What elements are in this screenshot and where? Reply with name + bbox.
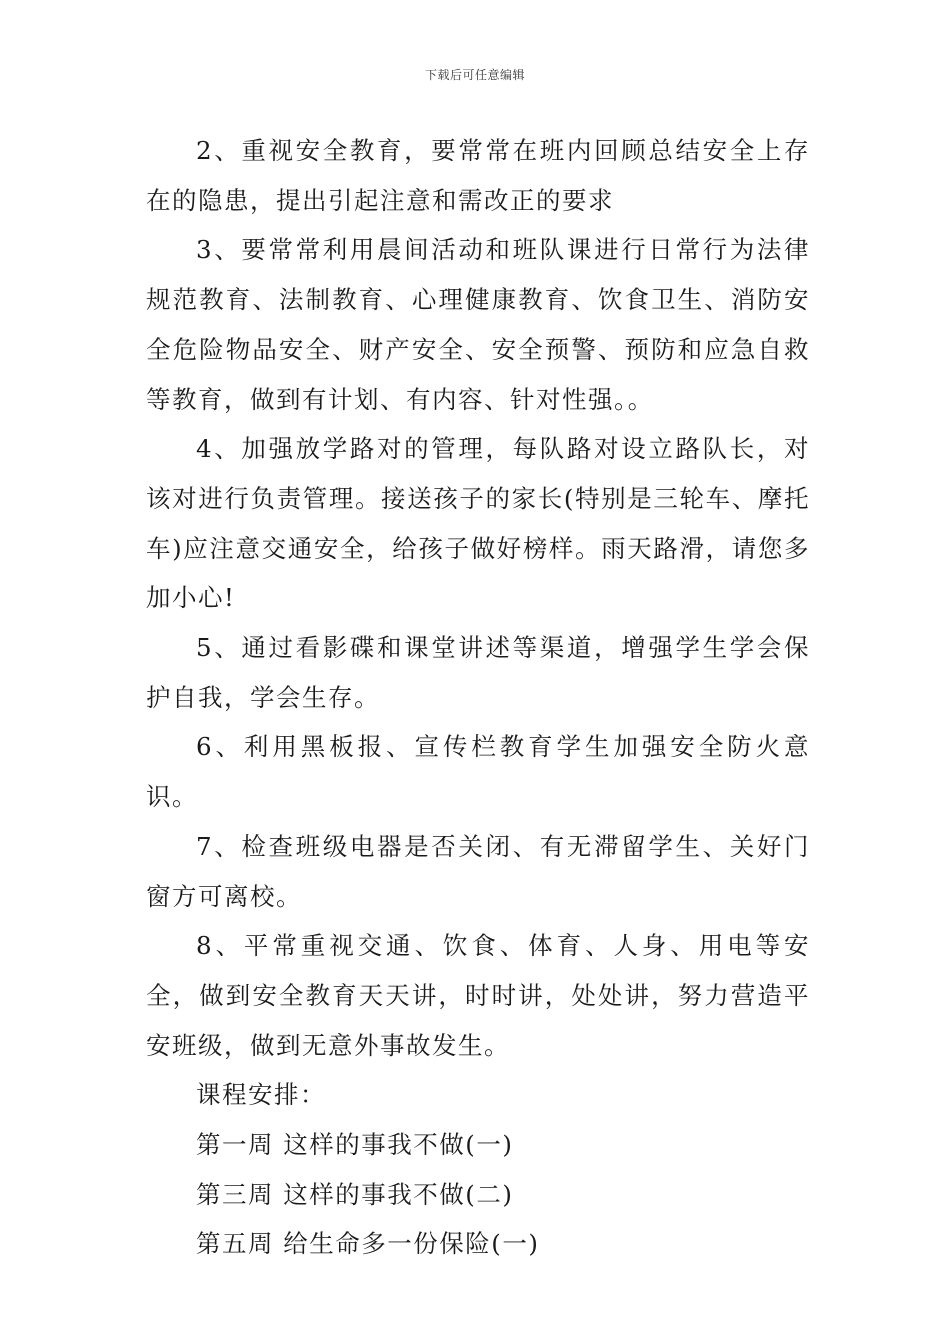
paragraph-item-8: 8、平常重视交通、饮食、体育、人身、用电等安全，做到安全教育天天讲，时时讲，处处讲，努力营造平安班级，做到无意外事故发生。 (146, 931, 810, 1060)
paragraph-item-3: 3、要常常利用晨间活动和班队课进行日常行为法律规范教育、法制教育、心理健康教育、饮食卫生、消防安全危险物品安全、财产安全、安全预警、预防和应急自救等教育，做到有计划、有内容、针对性强。。 (146, 235, 810, 414)
paragraph-item-2: 2、重视安全教育，要常常在班内回顾总结安全上存在的隐患，提出引起注意和需改正的要求 (146, 136, 810, 215)
paragraph-item-5: 5、通过看影碟和课堂讲述等渠道，增强学生学会保护自我，学会生存。 (146, 633, 810, 712)
schedule-item-week-1: 第一周 这样的事我不做(一) (196, 1130, 514, 1160)
paragraph-item-6: 6、利用黑板报、宣传栏教育学生加强安全防火意识。 (146, 732, 810, 812)
paragraph-item-4: 4、加强放学路对的管理，每队路对设立路队长，对该对进行负责管理。接送孩子的家长(特别是三轮车、摩托车)应注意交通安全，给孩子做好榜样。雨天路滑，请您多加小心! (146, 434, 810, 613)
paragraph-item-7: 7、检查班级电器是否关闭、有无滞留学生、关好门窗方可离校。 (146, 831, 810, 911)
document-body (146, 126, 810, 1269)
schedule-item-week-3: 第三周 这样的事我不做(二) (196, 1179, 514, 1209)
page-header-note: 下载后可任意编辑 (424, 68, 525, 82)
schedule-item-week-5: 第五周 给生命多一份保险(一) (196, 1229, 540, 1259)
schedule-heading: 课程安排： (196, 1080, 326, 1110)
